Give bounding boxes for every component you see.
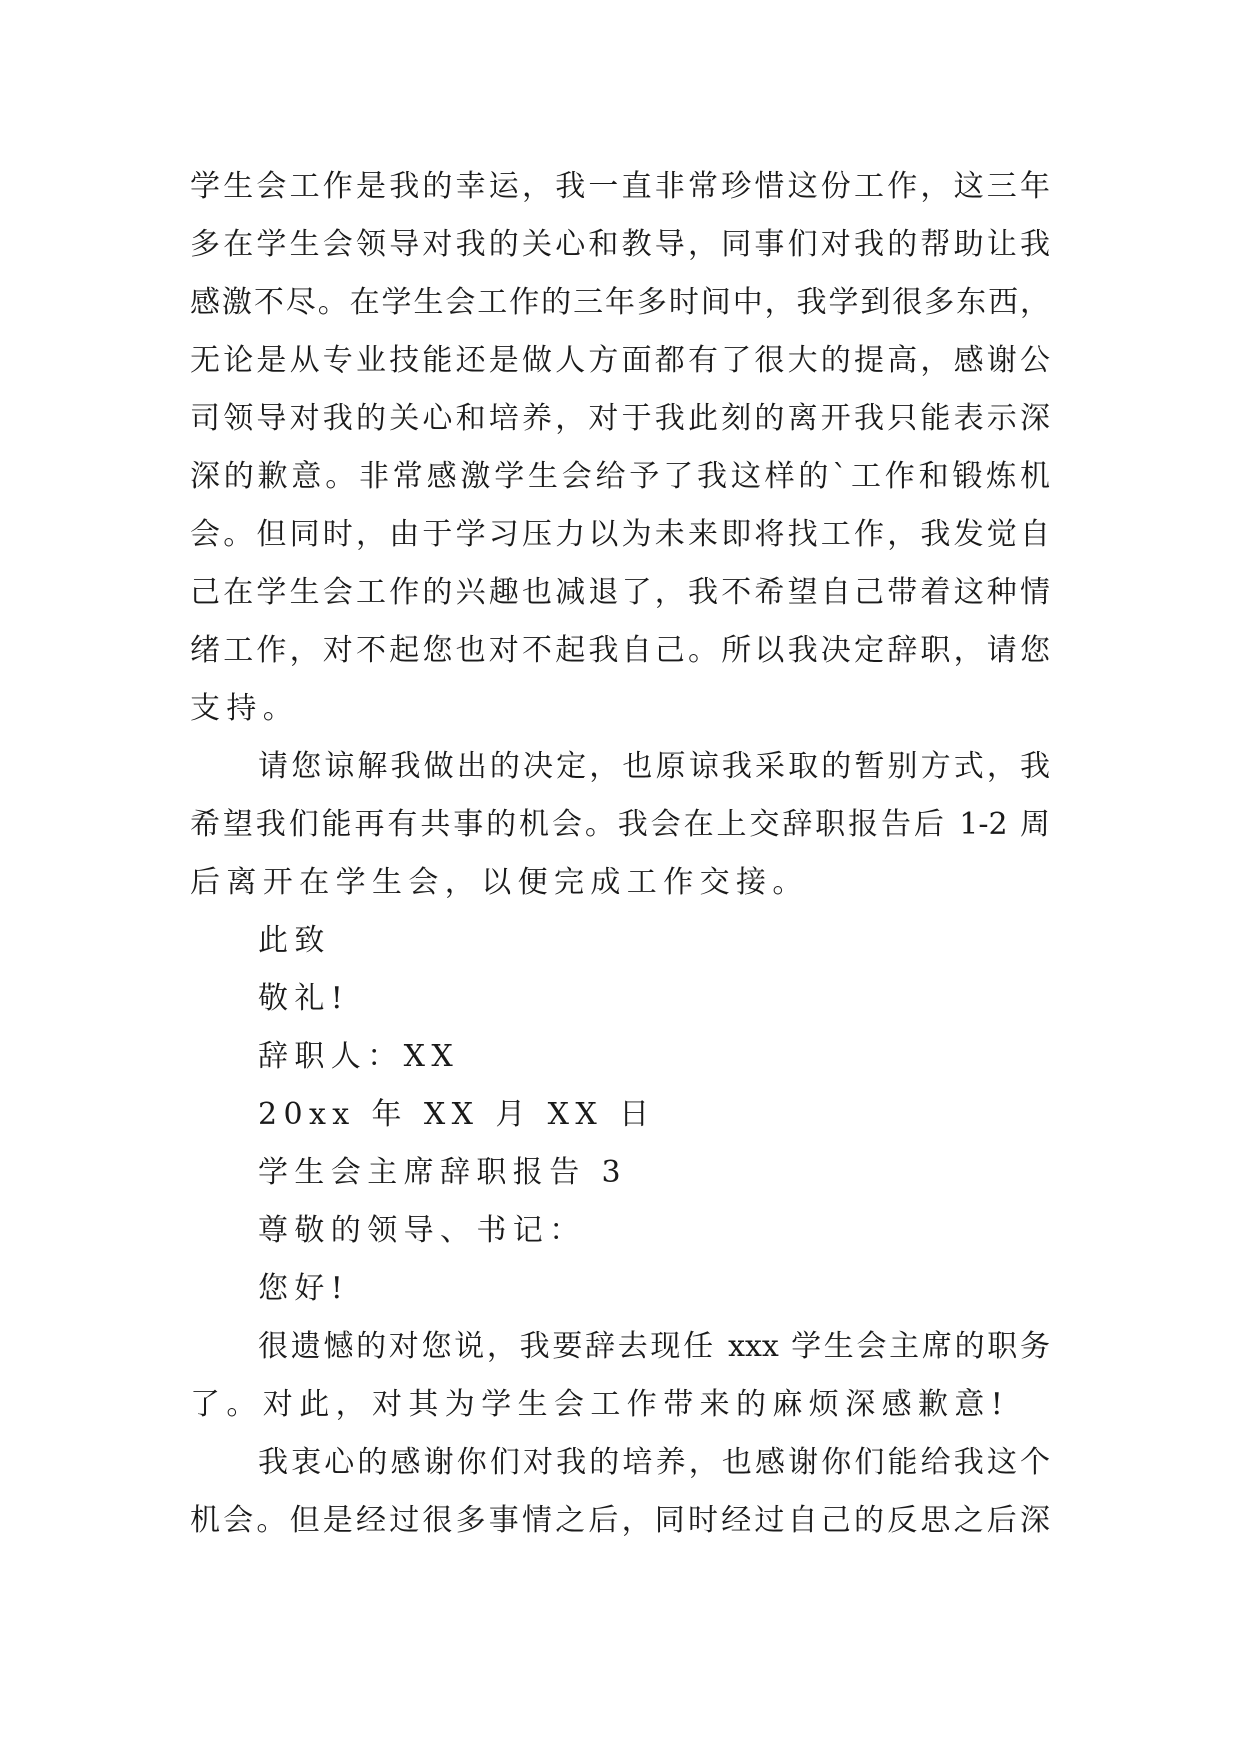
paragraph-line: 我衷心的感谢你们对我的培养，也感谢你们能给我这个 [258, 1445, 1050, 1480]
paragraph-line: 希望我们能再有共事的机会。我会在上交辞职报告后 1-2 周 [190, 807, 1050, 842]
closing-regards: 敬礼! [258, 981, 350, 1016]
paragraph-line: 学生会工作是我的幸运，我一直非常珍惜这份工作，这三年 [190, 169, 1050, 204]
signature-name: 辞职人：XX [258, 1039, 460, 1074]
paragraph-line: 支持。 [190, 691, 300, 726]
section-title: 学生会主席辞职报告 3 [258, 1155, 628, 1190]
paragraph-line: 请您谅解我做出的决定，也原谅我采取的暂别方式，我 [258, 749, 1050, 784]
paragraph-line: 无论是从专业技能还是做人方面都有了很大的提高，感谢公 [190, 343, 1050, 378]
paragraph-line: 感激不尽。在学生会工作的三年多时间中，我学到很多东西， [190, 285, 1050, 320]
paragraph-line: 机会。但是经过很多事情之后，同时经过自己的反思之后深 [190, 1503, 1050, 1538]
signature-date: 20xx 年 XX 月 XX 日 [258, 1097, 656, 1132]
paragraph-line: 己在学生会工作的兴趣也减退了，我不希望自己带着这种情 [190, 575, 1050, 610]
paragraph-line: 司领导对我的关心和培养，对于我此刻的离开我只能表示深 [190, 401, 1050, 436]
paragraph-line: 绪工作，对不起您也对不起我自己。所以我决定辞职，请您 [190, 633, 1050, 668]
paragraph-line: 很遗憾的对您说，我要辞去现任 xxx 学生会主席的职务 [258, 1329, 1050, 1364]
closing-salutation: 此致 [258, 923, 331, 958]
paragraph-line: 深的歉意。非常感激学生会给予了我这样的`工作和锻炼机 [190, 459, 1050, 494]
paragraph-line: 多在学生会领导对我的关心和教导，同事们对我的帮助让我 [190, 227, 1050, 262]
paragraph-line: 后离开在学生会，以便完成工作交接。 [190, 865, 809, 900]
greeting-recipient: 尊敬的领导、书记： [258, 1213, 586, 1248]
paragraph-line: 了。对此，对其为学生会工作带来的麻烦深感歉意! [190, 1387, 1010, 1422]
greeting: 您好! [258, 1271, 350, 1306]
paragraph-line: 会。但同时，由于学习压力以为未来即将找工作，我发觉自 [190, 517, 1050, 552]
